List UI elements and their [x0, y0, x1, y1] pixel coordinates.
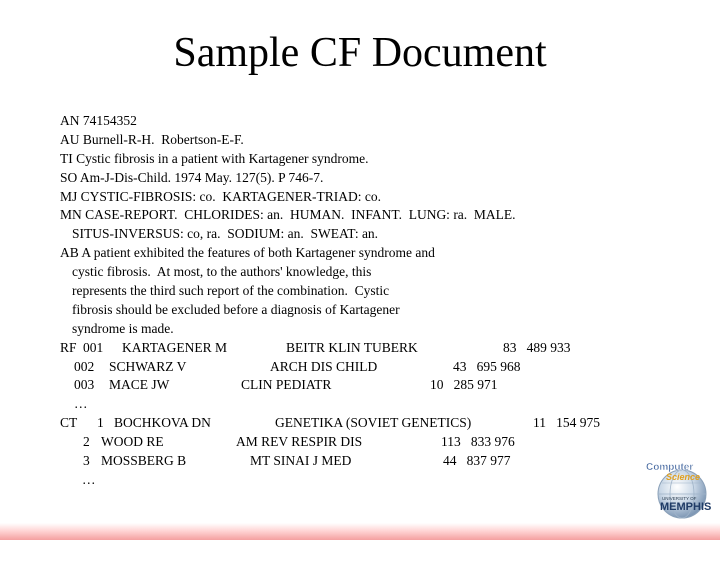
citation-number: 2: [83, 434, 90, 450]
field-mn-continued: SITUS-INVERSUS: co, ra. SODIUM: an. SWEAT: an.: [72, 226, 379, 242]
citation-row: [60, 414, 660, 433]
document-body: [60, 112, 660, 490]
university-logo: [640, 456, 716, 520]
reference-author: KARTAGENER M: [122, 339, 227, 355]
citation-author: BOCHKOVA DN: [114, 415, 211, 431]
rf-label: RF: [60, 339, 77, 355]
svg-text:Computer: Computer: [646, 462, 694, 473]
citation-number: 3: [83, 453, 90, 469]
citation-journal: MT SINAI J MED: [250, 453, 352, 469]
field-ab: AB A patient exhibited the features of both Kartagener syndrome and: [60, 245, 435, 261]
reference-citation: 43 695 968: [453, 358, 521, 374]
citation-reference: 44 837 977: [443, 453, 511, 469]
svg-text:UNIVERSITY OF: UNIVERSITY OF: [662, 496, 697, 501]
reference-number: 001: [83, 339, 104, 355]
footer-gradient-band: [0, 523, 720, 540]
reference-citation: 83 489 933: [503, 339, 571, 355]
citation-journal: AM REV RESPIR DIS: [236, 434, 363, 450]
reference-number: 002: [74, 358, 95, 374]
ct-label: CT: [60, 415, 78, 431]
reference-journal: CLIN PEDIATR: [241, 377, 332, 393]
reference-row: [60, 358, 660, 377]
reference-row: [60, 376, 660, 395]
field-ab-continued: represents the third such report of the combination. Cystic: [72, 283, 390, 299]
reference-journal: BEITR KLIN TUBERK: [286, 339, 418, 355]
field-ab-continued: fibrosis should be excluded before a diagnosis of Kartagener: [72, 301, 400, 317]
reference-journal: ARCH DIS CHILD: [270, 358, 378, 374]
citation-row: [60, 433, 660, 452]
reference-number: 003: [74, 377, 95, 393]
reference-author: MACE JW: [109, 377, 170, 393]
field-so: SO Am-J-Dis-Child. 1974 May. 127(5). P 746-7.: [60, 169, 324, 185]
citation-row: [60, 452, 660, 471]
reference-row: [60, 339, 660, 358]
field-au: AU Burnell-R-H. Robertson-E-F.: [60, 131, 244, 147]
svg-text:MEMPHIS: MEMPHIS: [660, 501, 712, 513]
field-mn: MN CASE-REPORT. CHLORIDES: an. HUMAN. INFANT. LUNG: ra. MALE.: [60, 207, 516, 223]
reference-author: SCHWARZ V: [109, 358, 187, 374]
citation-journal: GENETIKA (SOVIET GENETICS): [275, 415, 472, 431]
field-ti: TI Cystic fibrosis in a patient with Kartagener syndrome.: [60, 150, 369, 166]
svg-text:Science: Science: [666, 472, 701, 482]
citation-reference: 113 833 976: [441, 434, 515, 450]
reference-ellipsis: …: [74, 396, 88, 412]
reference-citation: 10 285 971: [430, 377, 498, 393]
field-ab-continued: syndrome is made.: [72, 320, 174, 336]
citation-ellipsis: …: [82, 471, 96, 487]
field-an: AN 74154352: [60, 113, 137, 128]
field-ab-continued: cystic fibrosis. At most, to the authors' knowledge, this: [72, 264, 372, 280]
field-mj: MJ CYSTIC-FIBROSIS: co. KARTAGENER-TRIAD: co.: [60, 188, 381, 204]
citation-author: WOOD RE: [101, 434, 164, 450]
citation-reference: 11 154 975: [533, 415, 600, 431]
citation-number: 1: [97, 415, 104, 431]
slide-title: Sample CF Document: [173, 30, 547, 76]
citation-author: MOSSBERG B: [101, 453, 187, 469]
